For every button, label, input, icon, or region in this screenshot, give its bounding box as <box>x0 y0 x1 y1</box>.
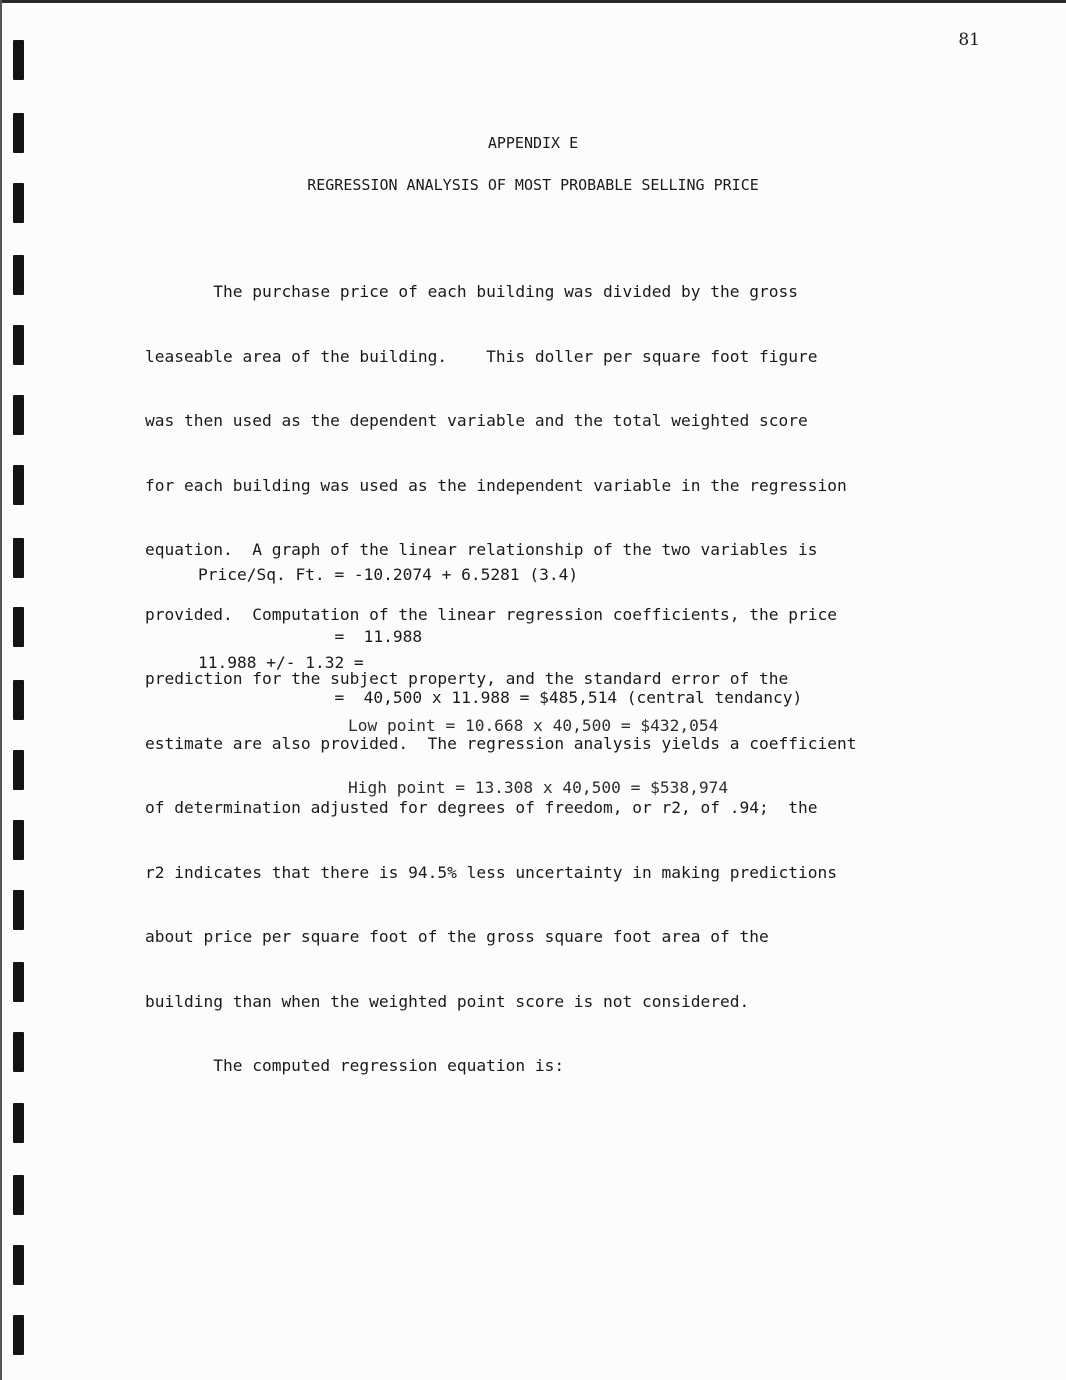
binding-hole <box>13 750 24 790</box>
body-line: provided. Computation of the linear regression coefficients, the price <box>145 604 837 624</box>
appendix-title: APPENDIX E <box>487 134 579 152</box>
body-line: equation. A graph of the linear relationship of the two variables is <box>145 540 818 559</box>
section-title: REGRESSION ANALYSIS OF MOST PROBABLE SELLING PRICE <box>307 176 759 194</box>
binding-hole <box>13 1032 24 1072</box>
low-point: Low point = 10.668 x 40,500 = $432,054 <box>348 715 719 735</box>
body-line: about price per square foot of the gross square foot area of the <box>145 927 769 946</box>
body-line: The purchase price of each building was divided by the gross <box>145 282 798 301</box>
binding-hole <box>13 1103 24 1143</box>
binding-hole <box>13 962 24 1002</box>
body-line: of determination adjusted for degrees of freedom, or r2, of .94; the <box>145 798 818 817</box>
body-line: r2 indicates that there is 94.5% less uncertainty in making predictions <box>145 862 837 882</box>
price-range <box>198 610 728 840</box>
binding-hole <box>13 890 24 930</box>
page-left-edge <box>0 0 2 1380</box>
body-line: for each building was used as the independent variable in the regression <box>145 475 847 495</box>
page-top-edge <box>0 0 1066 3</box>
body-line: estimate are also provided. The regression analysis yields a coefficient <box>145 733 857 753</box>
binding-hole <box>13 680 24 720</box>
body-line: prediction for the subject property, and the standard error of the <box>145 669 789 688</box>
binding-hole <box>13 255 24 295</box>
binding-hole <box>13 395 24 435</box>
range-header: 11.988 +/- 1.32 = <box>198 653 364 672</box>
body-line: was then used as the dependent variable and the total weighted score <box>145 411 808 430</box>
binding-hole <box>13 1315 24 1355</box>
binding-hole <box>13 1245 24 1285</box>
equation-line: = 11.988 <box>198 626 423 646</box>
binding-hole <box>13 1175 24 1215</box>
equation-line: Price/Sq. Ft. = -10.2074 + 6.5281 (3.4) <box>198 565 579 584</box>
binding-hole <box>13 325 24 365</box>
binding-hole <box>13 607 24 647</box>
equation-line: = 40,500 x 11.988 = $485,514 (central tendancy) <box>198 688 803 707</box>
binding-hole <box>13 538 24 578</box>
page-number: 81 <box>958 30 980 50</box>
high-point: High point = 13.308 x 40,500 = $538,974 <box>348 778 729 797</box>
binding-hole <box>13 820 24 860</box>
body-line: leaseable area of the building. This doller per square foot figure <box>145 346 818 366</box>
binding-hole <box>13 465 24 505</box>
binding-hole <box>13 40 24 80</box>
body-line: building than when the weighted point score is not considered. <box>145 991 750 1011</box>
body-line: The computed regression equation is: <box>145 1056 565 1075</box>
